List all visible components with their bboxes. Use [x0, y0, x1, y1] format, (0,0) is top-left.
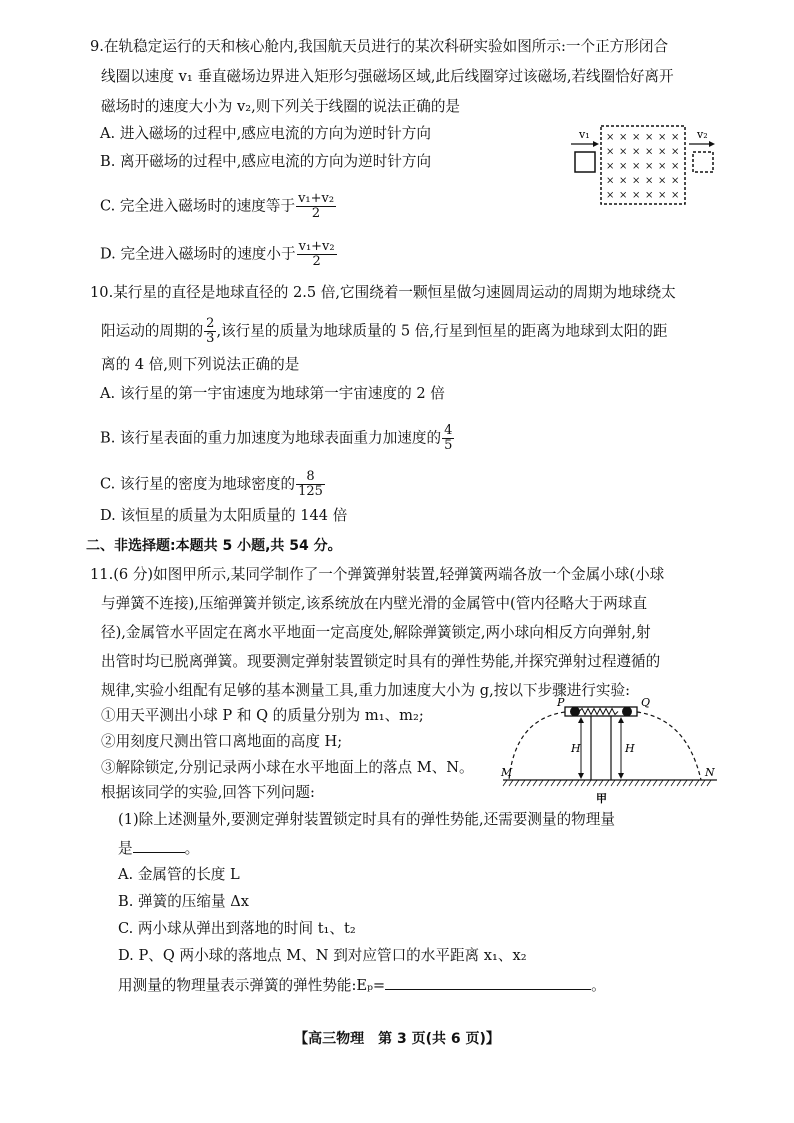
q9-line-3: 磁场时的速度大小为 v₂,则下列关于线圈的说法正确的是 [101, 98, 461, 115]
ground-hatch [665, 780, 669, 786]
ground-hatch [671, 780, 675, 786]
q9-label-v1: v₁ [579, 128, 590, 141]
q11-label-n: N [705, 766, 715, 779]
ground-hatch [539, 780, 543, 786]
ground-hatch [533, 780, 537, 786]
q11-ball-q [622, 707, 632, 717]
field-cross: × [645, 132, 654, 143]
q10-line-1: 10.某行星的直径是地球直径的 2.5 倍,它围绕着一颗恒星做匀速圆周运动的周期为地球绕太 [90, 284, 676, 301]
ground-hatch [647, 780, 651, 786]
q9-field-crosses [606, 132, 679, 201]
q9-option-d-fraction: $\frac{\text{v₁+v₂}}{2}$ [298, 239, 335, 269]
ground-hatch [557, 780, 561, 786]
q11-trajectory-right [637, 712, 701, 780]
q10-line-2: 阳运动的周期的 $\frac{2}{3}$ ,该行星的质量为地球质量的 5 倍,行星到恒星的距离为地球到太阳的距 [101, 316, 668, 346]
q11-opt-c: C. 两小球从弹出到落地的时间 t₁、t₂ [118, 920, 356, 937]
ground-hatch [617, 780, 621, 786]
ground-hatch [581, 780, 585, 786]
field-cross: × [632, 161, 641, 172]
field-cross: × [658, 146, 667, 158]
q11-label-p: P [557, 696, 565, 709]
q11-opt-d: D. P、Q 两小球的落地点 M、N 到对应管口的水平距离 x₁、x₂ [118, 947, 527, 964]
q11-label-q: Q [641, 696, 651, 709]
field-cross: × [619, 161, 628, 172]
ground-hatch [593, 780, 597, 786]
q11-step-4: 根据该同学的实验,回答下列问题: [101, 784, 315, 801]
q11-figure [495, 694, 725, 809]
field-cross: × [606, 132, 615, 143]
q11-step-3: ③解除锁定,分别记录两小球在水平地面上的落点 M、N。 [101, 759, 474, 776]
ground-hatch [653, 780, 657, 786]
field-cross: × [619, 146, 628, 158]
field-cross: × [619, 175, 628, 187]
ground-hatch [683, 780, 687, 786]
q10-option-c: C. 该行星的密度为地球密度的 $\frac{8}{125}$ [100, 469, 323, 499]
q11-trajectory-left [509, 712, 565, 780]
q9-coil-right [693, 152, 713, 172]
field-cross: × [619, 132, 628, 143]
q9-option-d: D. 完全进入磁场时的速度小于 $\frac{\text{v₁+v₂}}{2}$ [100, 239, 335, 269]
q9-option-c: C. 完全进入磁场时的速度等于 $\frac{\text{v₁+v₂}}{2}$ [100, 191, 335, 221]
field-cross: × [658, 161, 667, 172]
q11-answer-blank-2[interactable] [385, 975, 591, 990]
q9-line-2: 线圈以速度 v₁ 垂直磁场边界进入矩形匀强磁场区域,此后线圈穿过该磁场,若线圈恰好离开 [101, 68, 674, 85]
field-cross: × [671, 190, 680, 201]
q10-option-b: B. 该行星表面的重力加速度为地球表面重力加速度的 $\frac{4}{5}$ [100, 423, 453, 453]
ground-hatch [503, 780, 507, 786]
field-cross: × [632, 190, 641, 201]
q11-line-5: 规律,实验小组配有足够的基本测量工具,重力加速度大小为 g,按以下步骤进行实验: [101, 682, 631, 699]
field-cross: × [645, 190, 654, 201]
q11-line-3: 径),金属管水平固定在离水平地面一定高度处,解除弹簧锁定,两小球向相反方向弹射,射 [101, 624, 651, 641]
q11-answer-blank-1[interactable] [133, 838, 185, 853]
q9-coil-left [575, 152, 595, 172]
q11-spring [579, 709, 618, 715]
field-cross: × [658, 190, 667, 201]
q11-label-m: M [501, 766, 513, 779]
q11-opt-b: B. 弹簧的压缩量 Δx [118, 893, 249, 910]
ground-hatch [509, 780, 513, 786]
q9-option-b: B. 离开磁场的过程中,感应电流的方向为逆时针方向 [100, 153, 432, 170]
field-cross: × [645, 161, 654, 172]
ground-hatch [521, 780, 525, 786]
ground-hatch [689, 780, 693, 786]
page-footer: 【高三物理 第 3 页(共 6 页)】 [294, 1031, 500, 1047]
q10-option-a: A. 该行星的第一宇宙速度为地球第一宇宙速度的 2 倍 [100, 385, 445, 402]
field-cross: × [671, 146, 680, 158]
q11-step-1: ①用天平测出小球 P 和 Q 的质量分别为 m₁、m₂; [101, 707, 424, 724]
ground-hatch [623, 780, 627, 786]
q11-figure-caption: 甲 [596, 792, 607, 805]
field-cross: × [606, 146, 615, 158]
field-cross: × [658, 175, 667, 187]
ground-hatch [545, 780, 549, 786]
ground-hatch [629, 780, 633, 786]
field-cross: × [671, 175, 680, 187]
field-cross: × [632, 175, 641, 187]
q11-step-2: ②用刻度尺测出管口离地面的高度 H; [101, 733, 343, 750]
q11-sub1-line-2: 是 。 [118, 840, 200, 857]
ground-hatch [599, 780, 603, 786]
field-cross: × [606, 161, 615, 172]
field-cross: × [671, 132, 680, 143]
q9-option-a: A. 进入磁场的过程中,感应电流的方向为逆时针方向 [100, 125, 431, 142]
q11-opt-a: A. 金属管的长度 L [118, 866, 240, 883]
q11-label-h-left: H [571, 742, 581, 755]
q10-option-d: D. 该恒星的质量为太阳质量的 144 倍 [100, 507, 348, 524]
field-cross: × [606, 190, 615, 201]
field-cross: × [645, 146, 654, 158]
ground-hatch [695, 780, 699, 786]
q9-line-1: 9.在轨稳定运行的天和核心舱内,我国航天员进行的某次科研实验如图所示:一个正方形闭合 [90, 38, 669, 55]
q11-energy-line: 用测量的物理量表示弹簧的弹性势能:Eₚ= 。 [118, 977, 606, 994]
field-cross: × [645, 175, 654, 187]
q11-line-2: 与弹簧不连接),压缩弹簧并锁定,该系统放在内壁光滑的金属管中(管内径略大于两球直 [101, 595, 648, 612]
q11-label-h-right: H [625, 742, 635, 755]
ground-hatch [587, 780, 591, 786]
field-cross: × [606, 175, 615, 187]
ground-hatch [635, 780, 639, 786]
ground-hatch [611, 780, 615, 786]
q10-fraction-2-3: $\frac{2}{3}$ [206, 316, 215, 346]
ground-hatch [641, 780, 645, 786]
ground-hatch [563, 780, 567, 786]
q10-option-b-fraction: $\frac{4}{5}$ [444, 423, 453, 453]
ground-hatch [569, 780, 573, 786]
q9-label-v2: v₂ [697, 128, 708, 141]
q10-option-c-fraction: $\frac{8}{125}$ [298, 469, 323, 499]
field-cross: × [619, 190, 628, 201]
ground-hatch [527, 780, 531, 786]
field-cross: × [671, 161, 680, 172]
ground-hatch [515, 780, 519, 786]
q9-option-c-fraction: $\frac{\text{v₁+v₂}}{2}$ [298, 191, 335, 221]
q11-line-1: 11.(6 分)如图甲所示,某同学制作了一个弹簧弹射装置,轻弹簧两端各放一个金属小球(小球 [90, 566, 665, 583]
ground-hatch [707, 780, 711, 786]
ground-hatch [575, 780, 579, 786]
q11-ball-p [570, 707, 580, 717]
q9-figure [565, 118, 725, 210]
field-cross: × [658, 132, 667, 143]
q11-line-4: 出管时均已脱离弹簧。现要测定弹射装置锁定时具有的弹性势能,并探究弹射过程遵循的 [101, 653, 661, 670]
q11-sub1-line-1: (1)除上述测量外,要测定弹射装置锁定时具有的弹性势能,还需要测量的物理量 [118, 811, 615, 828]
ground-hatch [659, 780, 663, 786]
ground-hatch [677, 780, 681, 786]
q10-line-3: 离的 4 倍,则下列说法正确的是 [101, 356, 300, 373]
ground-hatch [551, 780, 555, 786]
section-2-heading: 二、非选择题:本题共 5 小题,共 54 分。 [86, 538, 342, 554]
field-cross: × [632, 132, 641, 143]
ground-hatch [701, 780, 705, 786]
field-cross: × [632, 146, 641, 158]
ground-hatch [605, 780, 609, 786]
